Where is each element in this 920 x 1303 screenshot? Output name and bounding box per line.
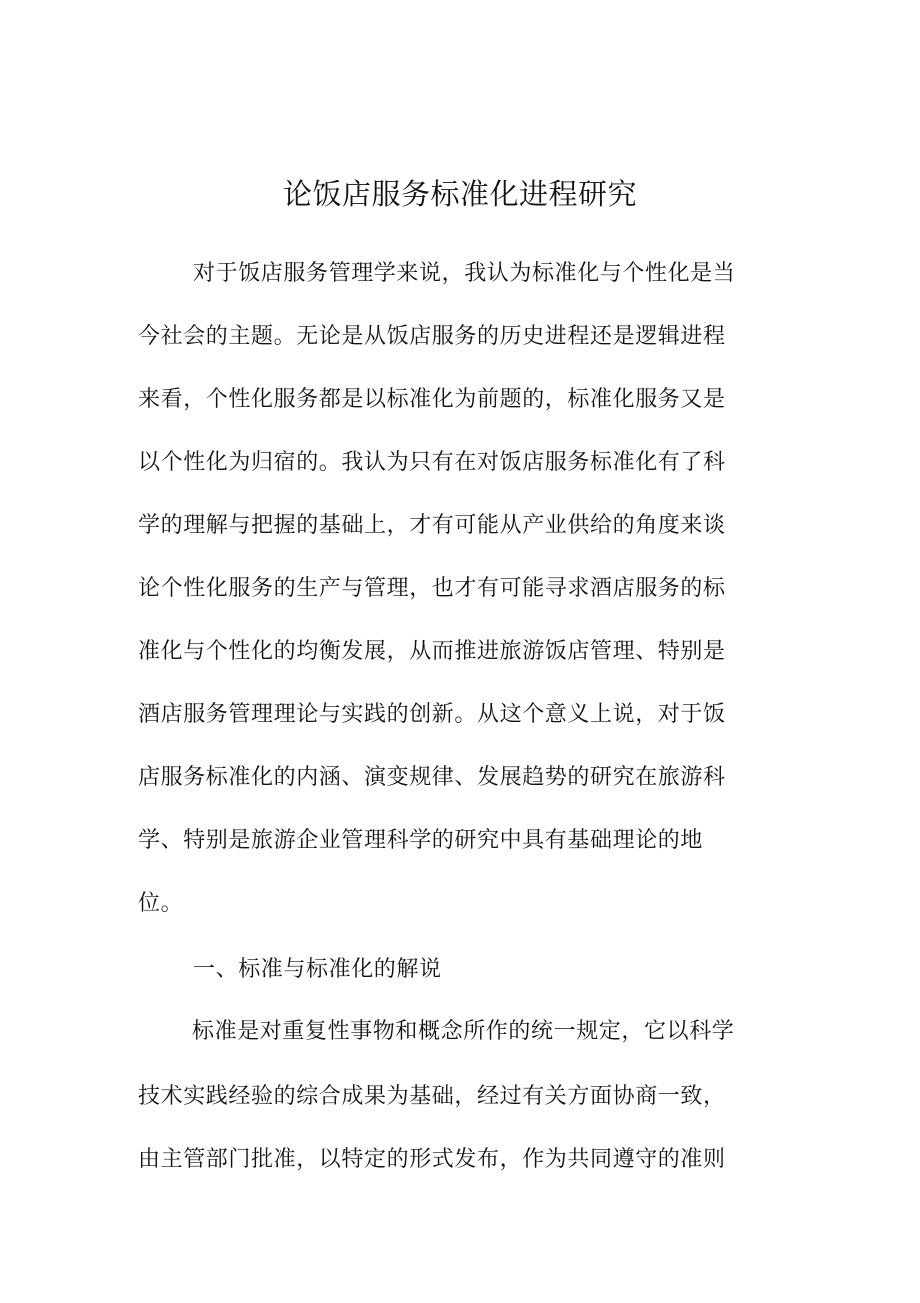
paragraph-line: 准化与个性化的均衡发展，从而推进旅游饭店管理、特别是: [138, 639, 726, 664]
paragraph-line: 标准是对重复性事物和概念所作的统一规定，它以科学: [192, 1019, 735, 1044]
document-title: 论饭店服务标准化进程研究: [282, 177, 637, 211]
section-heading: 一、标准与标准化的解说: [193, 957, 442, 982]
paragraph-line: 来看，个性化服务都是以标准化为前题的，标准化服务又是: [138, 387, 726, 412]
paragraph-line: 学、特别是旅游企业管理科学的研究中具有基础理论的地: [138, 828, 704, 853]
paragraph-line: 酒店服务管理理论与实践的创新。从这个意义上说，对于饭: [138, 702, 726, 727]
paragraph-line: 今社会的主题。无论是从饭店服务的历史进程还是逻辑进程: [138, 324, 726, 349]
paragraph-line: 对于饭店服务管理学来说，我认为标准化与个性化是当: [193, 261, 736, 286]
paragraph-line: 论个性化服务的生产与管理，也才有可能寻求酒店服务的标: [138, 576, 726, 601]
paragraph-line: 技术实践经验的综合成果为基础，经过有关方面协商一致，: [138, 1084, 726, 1109]
paragraph-line: 店服务标准化的内涵、演变规律、发展趋势的研究在旅游科: [138, 765, 726, 790]
paragraph-line: 位。: [138, 891, 184, 916]
paragraph-line: 学的理解与把握的基础上，才有可能从产业供给的角度来谈: [138, 513, 726, 538]
paragraph-line: 以个性化为归宿的。我认为只有在对饭店服务标准化有了科: [138, 450, 726, 475]
paragraph-line: 由主管部门批准，以特定的形式发布，作为共同遵守的准则: [138, 1147, 726, 1172]
